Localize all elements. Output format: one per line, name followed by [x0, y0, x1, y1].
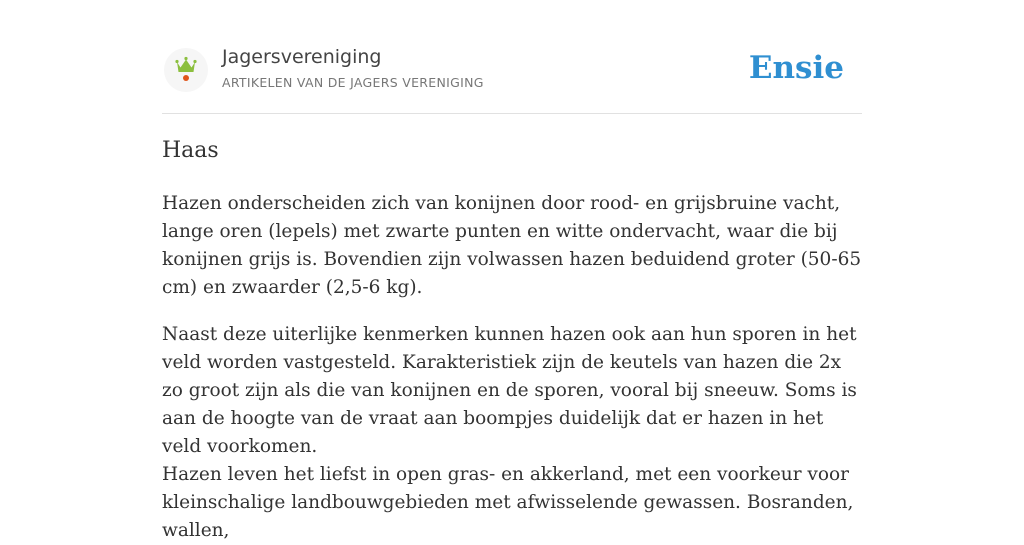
page — [162, 0, 862, 541]
article-paragraph: Hazen leven het liefst in open gras- en akkerland, met een voorkeur voor kleinschalige landbouwgebieden met afwisselende gewassen. Bosranden, wallen, — [162, 464, 854, 541]
article-title: Haas — [162, 138, 219, 163]
ensie-logo[interactable]: Ensie — [748, 50, 844, 86]
site-header — [162, 0, 862, 114]
site-tagline: ARTIKELEN VAN DE JAGERS VERENIGING — [222, 75, 484, 90]
crown-logo-icon[interactable] — [164, 48, 208, 92]
article-paragraph: Hazen onderscheiden zich van konijnen door rood- en grijsbruine vacht, lange oren (lepels) met zwarte punten en witte ondervacht, waar die bij konijnen grijs is. Bovendien zijn volwassen hazen beduidend groter (50-65 cm) en zwaarder (2,5-6 kg). — [162, 193, 862, 298]
site-name[interactable]: Jagersvereniging — [222, 46, 382, 68]
article-paragraph: Naast deze uiterlijke kenmerken kunnen hazen ook aan hun sporen in het veld worden vastgesteld. Karakteristiek zijn de keutels van hazen die 2x zo groot zijn als die van konijnen en de sporen, vooral bij sneeuw. Soms is aan de hoogte van de vraat aan boompjes duidelijk dat er hazen in het veld voorkomen. — [162, 324, 857, 457]
